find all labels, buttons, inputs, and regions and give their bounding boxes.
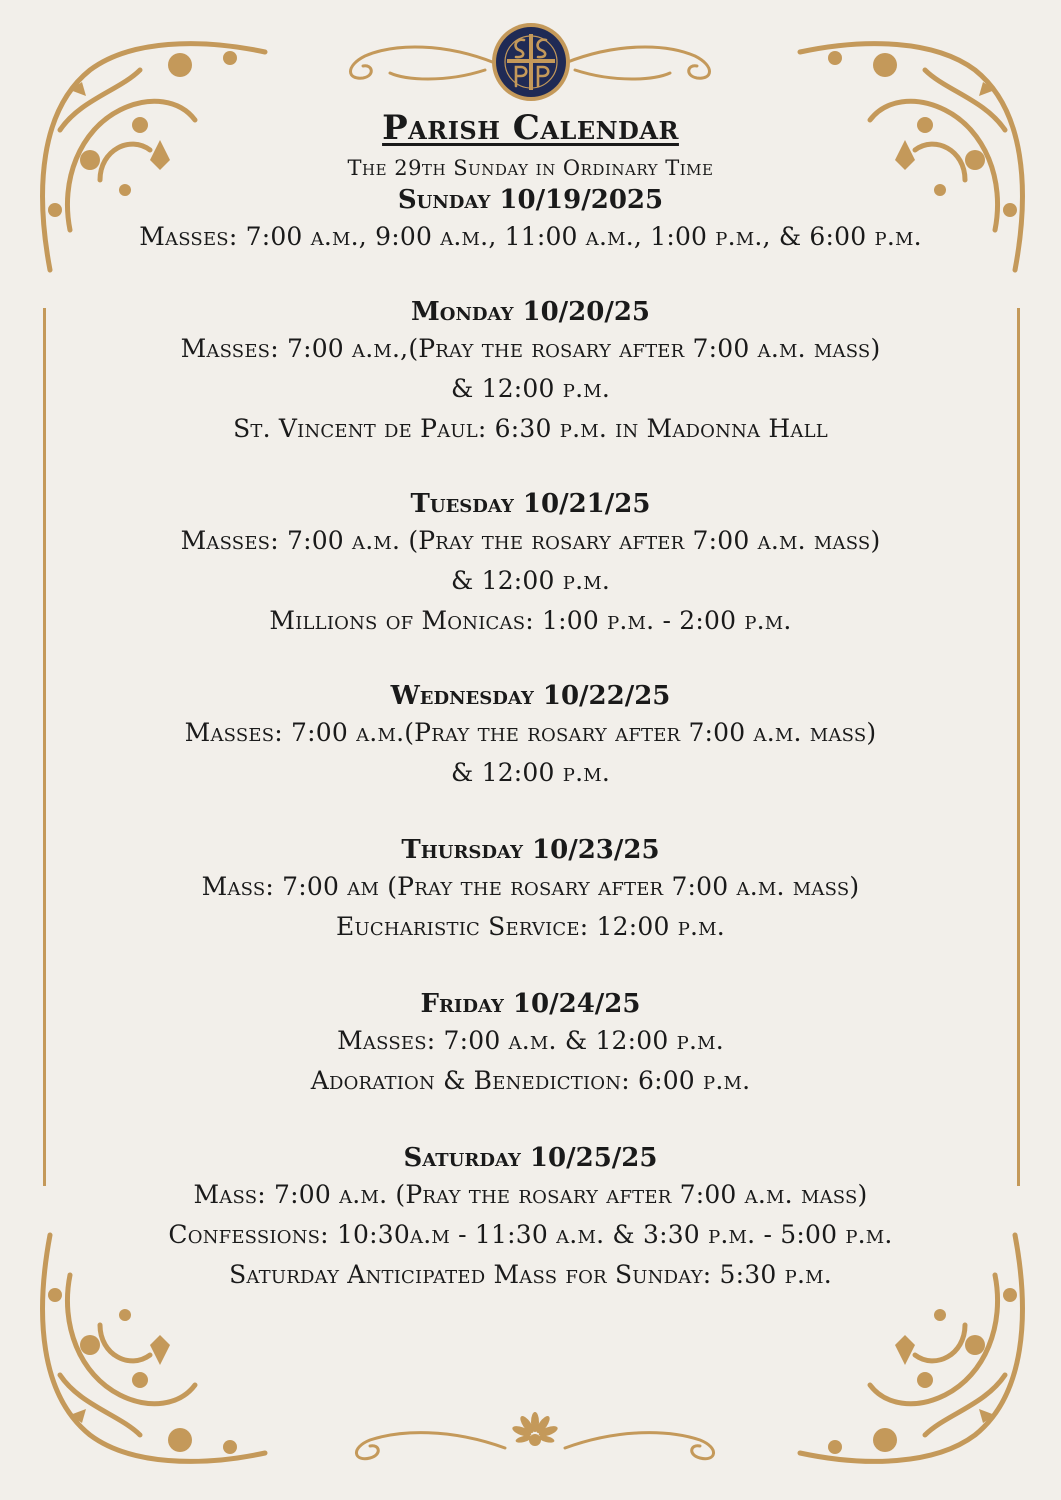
schedule-line: Masses: 7:00 a.m. (Pray the rosary after 7:00 a.m. mass) [180, 526, 881, 555]
schedule-line: Saturday Anticipated Mass for Sunday: 5:30 p.m. [229, 1260, 832, 1289]
day-tuesday [110, 487, 951, 641]
day-heading: Sunday 10/19/2025 [397, 185, 664, 215]
calendar-content [110, 108, 951, 1295]
page-title: Parish Calendar [382, 108, 679, 148]
day-heading: Tuesday 10/21/25 [410, 489, 651, 519]
day-heading: Wednesday 10/22/25 [390, 681, 671, 711]
day-sunday [110, 183, 951, 257]
day-heading: Monday 10/20/25 [410, 297, 651, 327]
right-border-line [1017, 308, 1020, 1186]
schedule-line: Adoration & Benediction: 6:00 p.m. [310, 1066, 751, 1095]
day-wednesday [110, 679, 951, 793]
schedule-line: Eucharistic Service: 12:00 p.m. [336, 912, 725, 941]
schedule-line: & 12:00 p.m. [450, 374, 611, 403]
schedule-line: & 12:00 p.m. [450, 566, 611, 595]
schedule-line: Mass: 7:00 am (Pray the rosary after 7:00 a.m. mass) [201, 872, 860, 901]
day-monday [110, 295, 951, 449]
schedule-line: Confessions: 10:30a.m - 11:30 a.m. & 3:30 p.m. - 5:00 p.m. [168, 1220, 893, 1249]
schedule-line: Masses: 7:00 a.m., 9:00 a.m., 11:00 a.m., 1:00 p.m., & 6:00 p.m. [139, 222, 922, 251]
schedule-line: Millions of Monicas: 1:00 p.m. - 2:00 p.m. [269, 606, 792, 635]
day-heading: Thursday 10/23/25 [401, 835, 660, 865]
schedule-line: Mass: 7:00 a.m. (Pray the rosary after 7:00 a.m. mass) [193, 1180, 868, 1209]
schedule-line: Masses: 7:00 a.m. & 12:00 p.m. [337, 1026, 724, 1055]
day-thursday [110, 833, 951, 947]
schedule-line: Masses: 7:00 a.m.(Pray the rosary after 7:00 a.m. mass) [184, 718, 877, 747]
bottom-flourish-ornament [340, 1408, 730, 1468]
left-border-line [43, 308, 46, 1186]
day-saturday [110, 1141, 951, 1295]
parish-logo-seal [491, 22, 571, 102]
schedule-line: Masses: 7:00 a.m.,(Pray the rosary after 7:00 a.m. mass) [180, 334, 881, 363]
schedule-line: St. Vincent de Paul: 6:30 p.m. in Madonna Hall [233, 414, 828, 443]
day-heading: Friday 10/24/25 [420, 989, 641, 1019]
page-subtitle: The 29th Sunday in Ordinary Time [347, 156, 714, 180]
day-friday [110, 987, 951, 1101]
day-heading: Saturday 10/25/25 [403, 1143, 658, 1173]
schedule-line: & 12:00 p.m. [450, 758, 611, 787]
